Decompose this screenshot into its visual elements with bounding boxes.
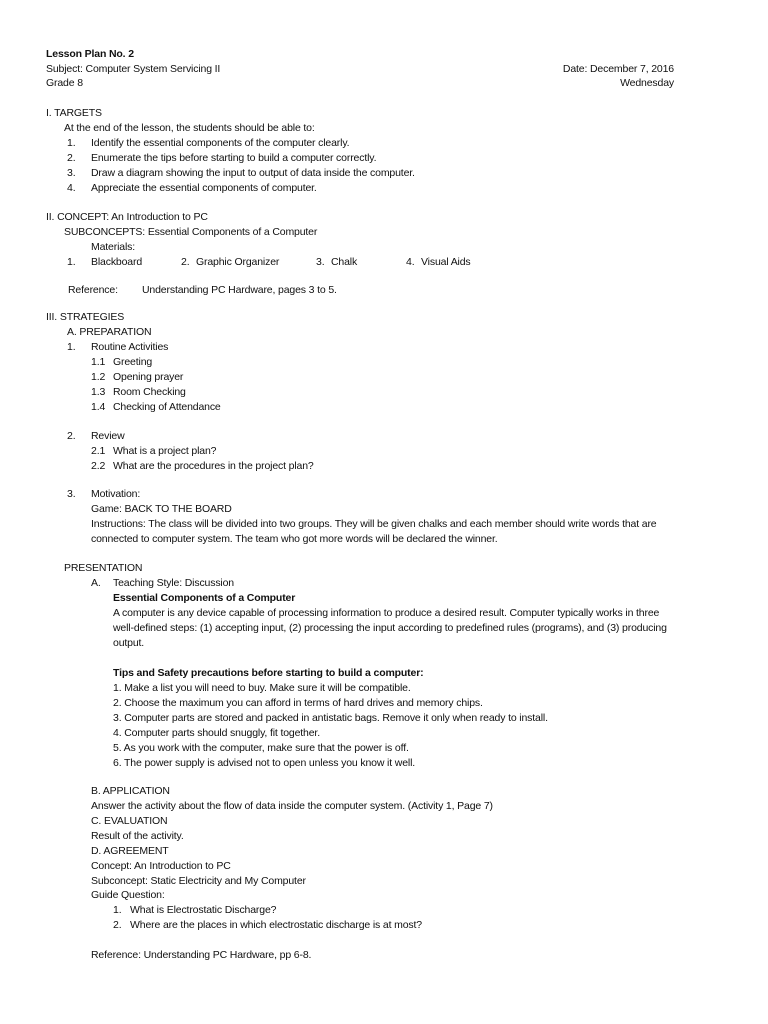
routine-num: 1.3 (91, 386, 106, 398)
day-line: Wednesday (620, 77, 674, 89)
target-num: 2. (67, 152, 76, 164)
tip-item: 2. Choose the maximum you can afford in terms of hard drives and memory chips. (113, 697, 483, 709)
review-num: 2.1 (91, 445, 106, 457)
review-item: What is a project plan? (113, 445, 217, 457)
guide-question: Where are the places in which electrostatic discharge is at most? (130, 919, 422, 931)
routine-heading: Routine Activities (91, 341, 169, 353)
motivation-heading: Motivation: (91, 488, 141, 500)
tip-item: 4. Computer parts should snuggly, fit together. (113, 727, 320, 739)
routine-item: Room Checking (113, 386, 186, 398)
guide-question-label: Guide Question: (91, 889, 165, 901)
target-item: Enumerate the tips before starting to build a computer correctly. (91, 152, 377, 164)
instructions-line: Instructions: The class will be divided into two groups. They will be given chalks and each member should write words that are (91, 518, 657, 530)
targets-heading: I. TARGETS (46, 107, 102, 119)
target-item: Identify the essential components of the computer clearly. (91, 137, 350, 149)
guide-question: What is Electrostatic Discharge? (130, 904, 277, 916)
review-heading: Review (91, 430, 125, 442)
target-num: 4. (67, 182, 76, 194)
reference-text: Understanding PC Hardware, pages 3 to 5. (142, 284, 337, 296)
application-heading: B. APPLICATION (91, 785, 170, 797)
date-line: Date: December 7, 2016 (562, 63, 674, 75)
instructions-line: connected to computer system. The team who got more words will be declared the winner. (91, 533, 498, 545)
tips-heading: Tips and Safety precautions before starting to build a computer: (113, 667, 424, 679)
routine-num: 1. (67, 341, 76, 353)
routine-item: Opening prayer (113, 371, 184, 383)
target-num: 1. (67, 137, 76, 149)
routine-num: 1.4 (91, 401, 106, 413)
essential-paragraph-line: well-defined steps: (1) accepting input, (2) processing the input according to predefined rules (programs), and (3) producing (113, 622, 667, 634)
target-item: Appreciate the essential components of computer. (91, 182, 317, 194)
targets-intro: At the end of the lesson, the students should be able to: (64, 122, 315, 134)
materials-label: Materials: (91, 241, 136, 253)
essential-paragraph-line: output. (113, 637, 145, 649)
guide-num: 2. (113, 919, 122, 931)
application-text: Answer the activity about the flow of data inside the computer system. (Activity 1, Page 7) (91, 800, 493, 812)
routine-item: Greeting (113, 356, 153, 368)
routine-item: Checking of Attendance (113, 401, 221, 413)
essential-paragraph-line: A computer is any device capable of processing information to produce a desired result. Computer typically works in three (113, 607, 660, 619)
evaluation-heading: C. EVALUATION (91, 815, 168, 827)
agreement-concept: Concept: An Introduction to PC (91, 860, 231, 872)
review-num: 2. (67, 430, 76, 442)
material-item: Chalk (331, 256, 358, 268)
material-item: Graphic Organizer (196, 256, 280, 268)
tip-item: 5. As you work with the computer, make sure that the power is off. (113, 742, 409, 754)
material-num: 2. (181, 256, 190, 268)
target-num: 3. (67, 167, 76, 179)
material-num: 4. (406, 256, 415, 268)
guide-num: 1. (113, 904, 122, 916)
teaching-style: Teaching Style: Discussion (113, 577, 234, 589)
agreement-heading: D. AGREEMENT (91, 845, 169, 857)
preparation-heading: A. PREPARATION (67, 326, 152, 338)
subject-line: Subject: Computer System Servicing II (46, 63, 221, 75)
concept-heading: II. CONCEPT: An Introduction to PC (46, 211, 208, 223)
subconcepts-line: SUBCONCEPTS: Essential Components of a Computer (64, 226, 318, 238)
routine-num: 1.2 (91, 371, 106, 383)
game-line: Game: BACK TO THE BOARD (91, 503, 232, 515)
material-num: 1. (67, 256, 76, 268)
tip-item: 6. The power supply is advised not to open unless you know it well. (113, 757, 416, 769)
tip-item: 3. Computer parts are stored and packed in antistatic bags. Remove it only when ready to install. (113, 712, 548, 724)
target-item: Draw a diagram showing the input to output of data inside the computer. (91, 167, 415, 179)
routine-num: 1.1 (91, 356, 106, 368)
teaching-num: A. (91, 577, 101, 589)
grade-line: Grade 8 (46, 77, 83, 89)
review-item: What are the procedures in the project plan? (113, 460, 314, 472)
material-item: Visual Aids (421, 256, 471, 268)
agreement-subconcept: Subconcept: Static Electricity and My Computer (91, 875, 306, 887)
evaluation-text: Result of the activity. (91, 830, 184, 842)
lesson-plan-title: Lesson Plan No. 2 (46, 48, 134, 60)
material-item: Blackboard (91, 256, 143, 268)
final-reference: Reference: Understanding PC Hardware, pp 6-8. (91, 949, 312, 961)
tip-item: 1. Make a list you will need to buy. Make sure it will be compatible. (113, 682, 411, 694)
material-num: 3. (316, 256, 325, 268)
motivation-num: 3. (67, 488, 76, 500)
strategies-heading: III. STRATEGIES (46, 311, 125, 323)
essential-heading: Essential Components of a Computer (113, 592, 296, 604)
presentation-heading: PRESENTATION (64, 562, 143, 574)
review-num: 2.2 (91, 460, 106, 472)
reference-label: Reference: (68, 284, 118, 296)
